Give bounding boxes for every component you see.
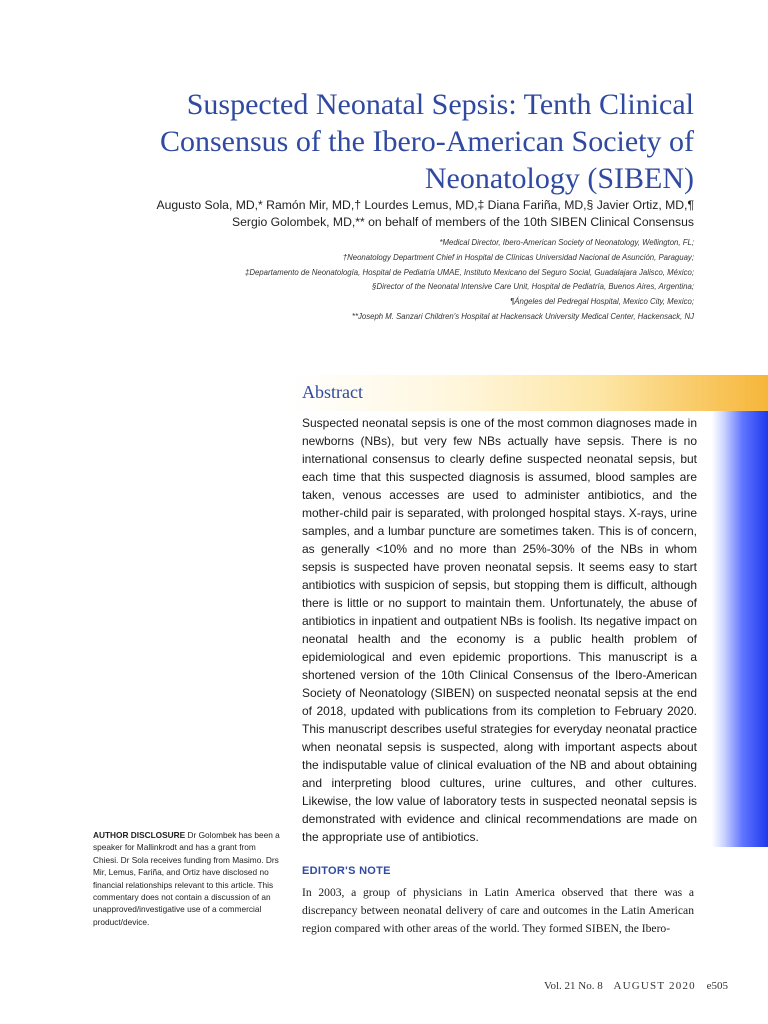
abstract-heading: Abstract xyxy=(302,382,363,402)
footer-page-number: e505 xyxy=(706,980,728,992)
editors-note-heading: EDITOR'S NOTE xyxy=(302,865,391,877)
affiliation: †Neonatology Department Chief in Hospital de Clínicas Universidad Nacional de Asunción, Paraguay; xyxy=(342,252,694,262)
title-line: Neonatology (SIBEN) xyxy=(424,162,694,195)
page-footer xyxy=(536,980,728,992)
editors-note-text: In 2003, a group of physicians in Latin America observed that there was a discrepancy between neonatal delivery of care and outcomes in the Latin American region compared with other areas of the world. They formed SIBEN, the Ibero- xyxy=(302,886,694,935)
title-line: Consensus of the Ibero-American Society of xyxy=(159,125,694,158)
footer-volume: Vol. 21 No. 8 xyxy=(543,980,603,992)
affiliation: *Medical Director, Ibero-American Society of Neonatology, Wellington, FL; xyxy=(439,238,694,247)
disclosure-label: AUTHOR DISCLOSURE xyxy=(93,830,186,840)
disclosure-text: Dr Golombek has been a speaker for Mallinkrodt and has a grant from Chiesi. Dr Sola receives funding from Masimo. Drs Mir, Lemus, Fariña, and Ortiz have disclosed no financial relationships relevant to this article. This commentary does not contain a discussion of an unapproved/investigative use of a commercial product/device. xyxy=(93,830,280,927)
affiliation-list xyxy=(54,236,694,325)
affiliation: ‡Departamento de Neonatología, Hospital de Pediatría UMAE, Instituto Mexicano del Seguro Social, Guadalajara Jalisco, México; xyxy=(245,267,694,277)
author-disclosure xyxy=(93,829,281,928)
side-accent-bar xyxy=(712,411,768,847)
author-line: Sergio Golombek, MD,** on behalf of members of the 10th SIBEN Clinical Consensus xyxy=(232,215,694,229)
article-title xyxy=(134,86,694,197)
author-list xyxy=(94,197,694,231)
affiliation: ¶Ángeles del Pedregal Hospital, Mexico City, Mexico; xyxy=(510,297,694,307)
title-line: Suspected Neonatal Sepsis: Tenth Clinical xyxy=(186,88,694,121)
abstract-text: Suspected neonatal sepsis is one of the most common diagnoses made in newborns (NBs), but very few NBs actually have sepsis. There is no international consensus to clearly define suspected neonatal sepsis, but each time that this suspected diagnosis is assumed, blood samples are taken, venous accesses are used to administer antibiotics, and the mother-child pair is separated, with prolonged hospital stays. X-rays, urine samples, and a lumbar puncture are sometimes taken. This is of concern, as generally <10% and no more than 25%-30% of the NBs in whom sepsis is suspected have proven neonatal sepsis. It seems easy to start antibiotics with suspicion of sepsis, but stopping them is difficult, although there is little or no support to maintain them. Unfortunately, the abuse of antibiotics in inpatient and outpatient NBs is foolish. Its negative impact on neonatal health and the economy is a public health problem of epidemiological and even epidemic proportions. This manuscript is a shortened version of the 10th Clinical Consensus of the Ibero-American Society of Neonatology (SIBEN) on suspected neonatal sepsis at the end of 2018, updated with publications from its completion to February 2020. This manuscript describes useful strategies for everyday neonatal practice when neonatal sepsis is suspected, along with important aspects about the indisputable value of clinical evaluation of the NB and about obtaining and interpreting blood cultures, urine cultures, and other cultures. Likewise, the low value of laboratory tests in suspected neonatal sepsis is demonstrated with evidence and clinical recommendations are made on the appropriate use of antibiotics. xyxy=(302,416,697,844)
affiliation: §Director of the Neonatal Intensive Care Unit, Hospital de Pediatría, Buenos Aires, Argentina; xyxy=(372,282,694,292)
affiliation: **Joseph M. Sanzari Children's Hospital at Hackensack University Medical Center, Hackensack, NJ xyxy=(351,311,694,321)
footer-issue-date: AUGUST 2020 xyxy=(613,980,696,992)
author-line: Augusto Sola, MD,* Ramón Mir, MD,† Lourdes Lemus, MD,‡ Diana Fariña, MD,§ Javier Ortiz, MD,¶ xyxy=(156,198,694,212)
